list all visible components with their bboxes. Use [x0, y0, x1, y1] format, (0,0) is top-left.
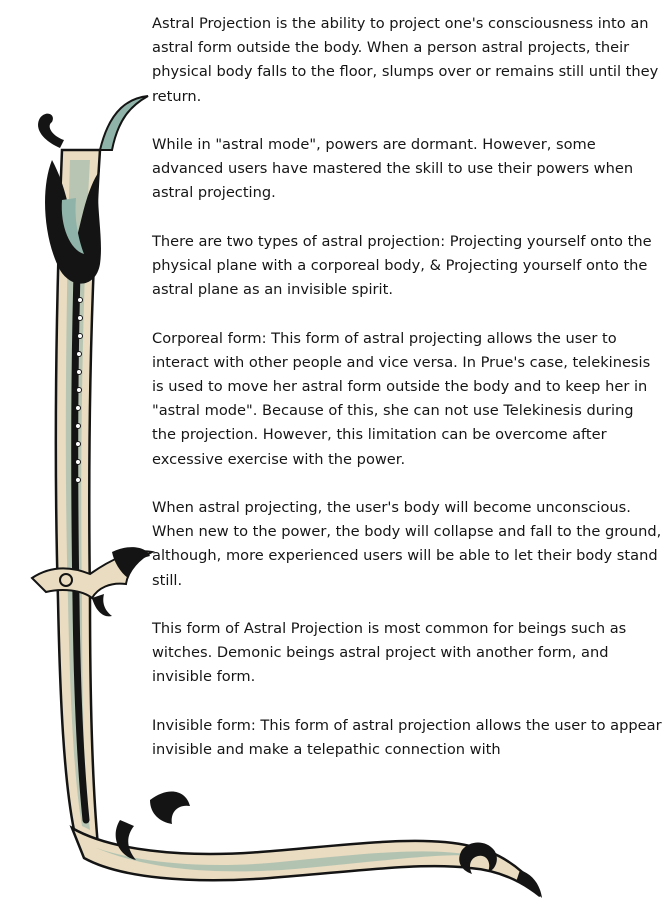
- paragraph-invisible-form: Invisible form: This form of astral projection allows the user to appear invisible and make a telepathic connection with: [152, 716, 662, 758]
- paragraph-corporeal-form: Corporeal form: This form of astral projecting allows the user to interact with other people and vice versa. In Prue's case, telekinesis is used to move her astral form outside the body and to keep her in "astral mode". Because of this, she can not use Telekinesis during the projection. However, this limitation can be overcome after excessive exercise with the power.: [152, 329, 651, 468]
- foot-knot: [150, 791, 190, 824]
- paragraph-beings: This form of Astral Projection is most common for beings such as witches. Demonic beings astral project with another form, and invisible form.: [152, 620, 627, 686]
- paragraph-astral-mode: While in "astral mode", powers are dormant. However, some advanced users have mastered the skill to use their powers when astral projecting.: [152, 136, 634, 202]
- paragraph-unconscious-body: When astral projecting, the user's body will become unconscious. When new to the power, the body will collapse and fall to the ground, although, more experienced users will be able to let their body stand still.: [152, 499, 662, 589]
- paragraph-types: There are two types of astral projection: Projecting yourself onto the physical plane with a corporeal body, & Projecting yourself onto the astral plane as an invisible spirit.: [152, 232, 652, 299]
- top-hook: [38, 114, 64, 148]
- paragraph-intro: Astral Projection is the ability to project one's consciousness into an astral form outside the body. When a person astral projects, their physical body falls to the floor, slumps over or remains still until they return.: [152, 15, 659, 105]
- middle-drop: [92, 594, 112, 616]
- top-curl: [100, 96, 148, 150]
- body-text: [152, 12, 662, 786]
